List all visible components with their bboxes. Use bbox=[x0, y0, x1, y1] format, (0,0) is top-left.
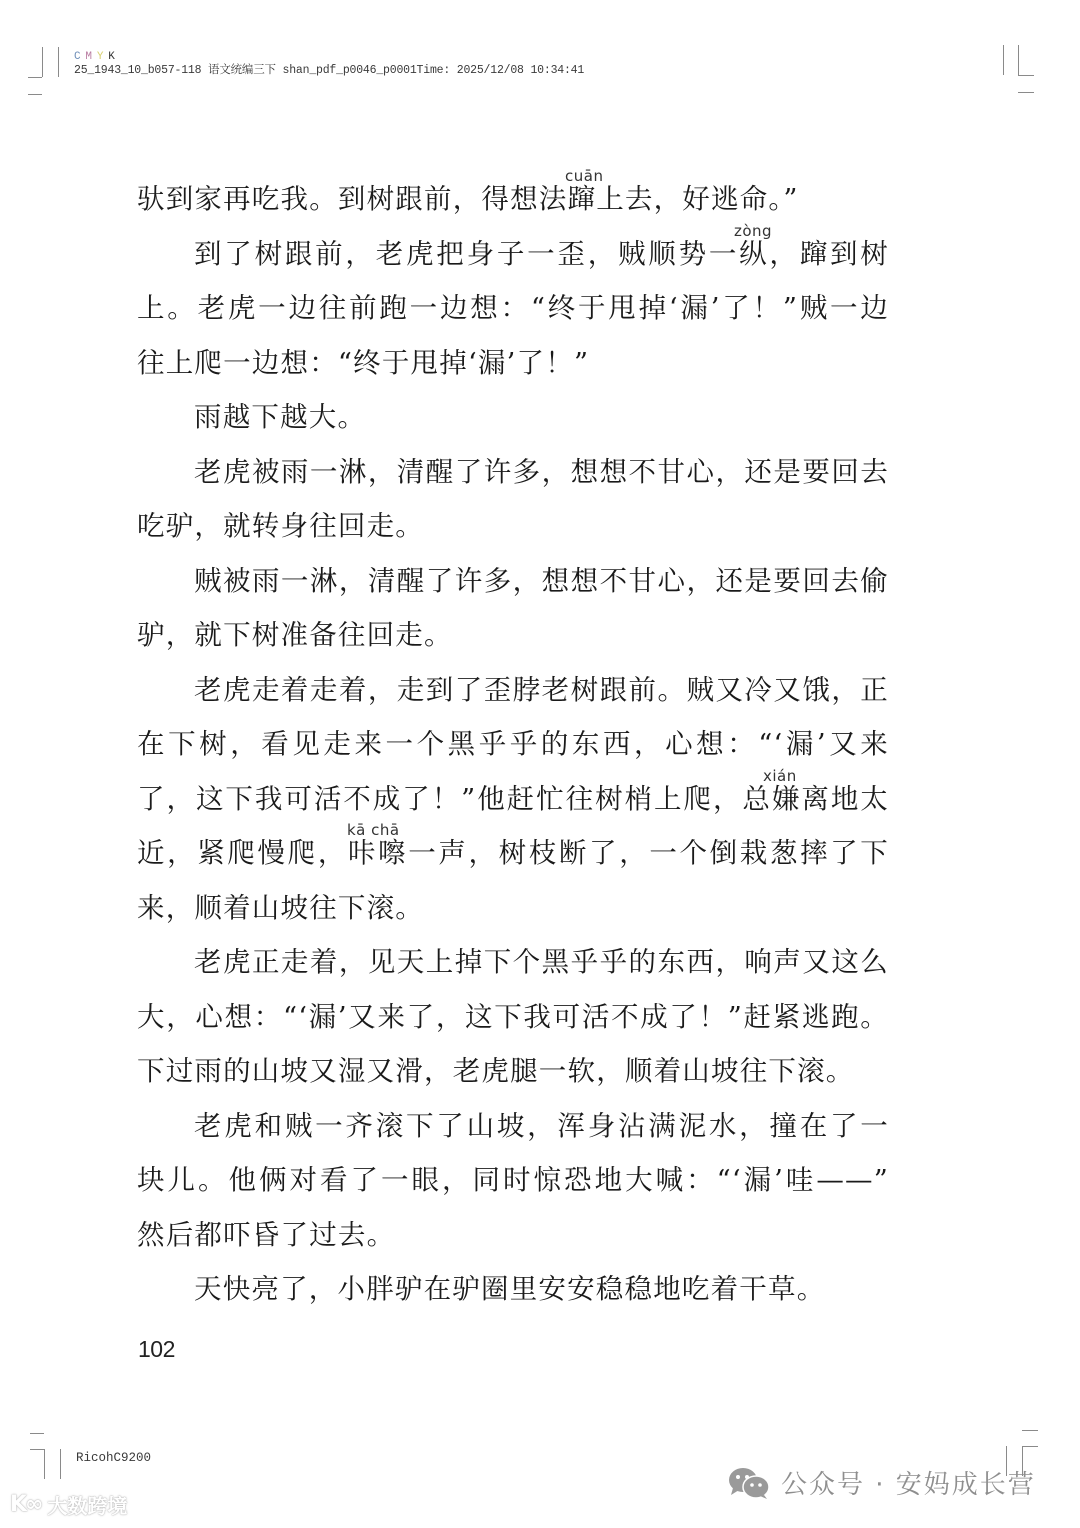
text-line: 大，心想：“‘漏’又来了，这下我可活不成了！”赶紧逃跑。 bbox=[137, 1000, 889, 1033]
cmyk-k: K bbox=[108, 51, 115, 63]
pinyin-annotation: xián bbox=[763, 767, 797, 785]
text-line: 老虎正走着，见天上掉下个黑乎乎的东西，响声又这么 bbox=[194, 946, 889, 978]
crop-mark bbox=[1018, 92, 1034, 93]
crop-mark bbox=[60, 1449, 61, 1479]
crop-mark bbox=[28, 77, 42, 78]
text-line: 块儿。他俩对看了一眼，同时惊恐地大喊：“‘漏’哇——” bbox=[137, 1164, 889, 1196]
text-line: 来，顺着山坡往下滚。 bbox=[137, 891, 424, 924]
text-line: 然后都吓昏了过去。 bbox=[137, 1218, 396, 1251]
pinyin-annotation: kā chā bbox=[347, 821, 400, 839]
text-line: 雨越下越大。 bbox=[194, 401, 367, 433]
print-job-line: 25_1943_10_b057-118 语文统编三下 shan_pdf_p0046_p0001Time: 2025/12/08 10:34:41 bbox=[74, 64, 585, 77]
text-line: 往上爬一边想：“终于甩掉‘漏’了！” bbox=[137, 346, 590, 379]
text-line: 老虎被雨一淋，清醒了许多，想想不甘心，还是要回去 bbox=[194, 455, 889, 488]
pinyin-annotation: cuān bbox=[565, 167, 604, 185]
crop-mark bbox=[1022, 1430, 1038, 1431]
text-line: 了，这下我可活不成了！”他赶忙往树梢上爬，总嫌离地太 bbox=[137, 782, 889, 815]
text-line: 驴，就下树准备往回走。 bbox=[137, 619, 453, 651]
watermark-left-text: 大数跨境 bbox=[47, 1494, 128, 1518]
printer-label: RicohC9200 bbox=[76, 1451, 152, 1465]
wechat-icon bbox=[727, 1466, 771, 1500]
text-line: 贼被雨一淋，清醒了许多，想想不甘心，还是要回去偷 bbox=[194, 564, 889, 597]
crop-mark bbox=[30, 1433, 44, 1434]
crop-mark bbox=[1022, 1446, 1038, 1447]
watermark-right bbox=[727, 1464, 1036, 1501]
text-line: 老虎和贼一齐滚下了山坡，浑身沾满泥水，撞在了一 bbox=[194, 1109, 889, 1142]
page-number: 102 bbox=[138, 1336, 175, 1362]
text-line: 近，紧爬慢爬，咔嚓一声，树枝断了，一个倒栽葱摔了下 bbox=[137, 837, 889, 869]
watermark-logo-icon: K∞ bbox=[10, 1492, 42, 1517]
text-line: 在下树，看见走来一个黑乎乎的东西，心想：“‘漏’又来 bbox=[137, 728, 889, 760]
crop-mark bbox=[28, 94, 42, 95]
watermark-left bbox=[10, 1490, 127, 1519]
crop-mark bbox=[42, 47, 43, 77]
crop-mark bbox=[30, 1449, 44, 1450]
watermark-right-text: 公众号 · 安妈成长营 bbox=[781, 1470, 1036, 1500]
text-line: 天快亮了，小胖驴在驴圈里安安稳稳地吃着干草。 bbox=[194, 1273, 826, 1305]
cmyk-c: C bbox=[74, 51, 81, 63]
crop-mark bbox=[1003, 45, 1004, 75]
text-line: 老虎走着走着，走到了歪脖老树跟前。贼又冷又饿，正 bbox=[194, 673, 889, 706]
text-line: 下过雨的山坡又湿又滑，老虎腿一软，顺着山坡往下滚。 bbox=[137, 1055, 855, 1087]
print-job-header bbox=[74, 50, 584, 77]
text-line: 吃驴，就转身往回走。 bbox=[137, 510, 424, 542]
pinyin-annotation: zòng bbox=[734, 222, 773, 240]
cmyk-m: M bbox=[85, 51, 92, 63]
text-line: 到了树跟前，老虎把身子一歪，贼顺势一纵，蹿到树 bbox=[194, 237, 889, 270]
cmyk-color-bar bbox=[74, 50, 584, 64]
cmyk-y: Y bbox=[96, 51, 104, 63]
text-line: 驮到家再吃我。到树跟前，得想法蹿上去，好逃命。” bbox=[137, 183, 799, 215]
text-line: 上。老虎一边往前跑一边想：“终于甩掉‘漏’了！”贼一边 bbox=[137, 292, 889, 324]
crop-mark bbox=[1018, 75, 1034, 76]
crop-mark bbox=[1018, 45, 1019, 75]
page-body bbox=[137, 167, 889, 1317]
crop-mark bbox=[44, 1449, 45, 1479]
crop-mark bbox=[58, 47, 59, 77]
